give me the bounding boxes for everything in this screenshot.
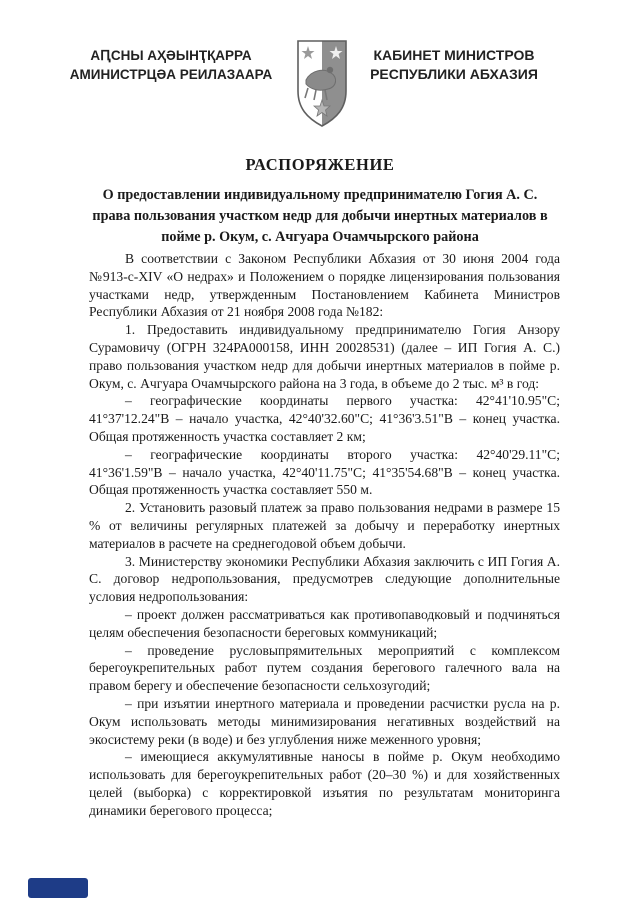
blue-marker (28, 878, 88, 898)
paragraph-condition-4: – имеющиеся аккумулятивные наносы в пойме р. Окум необходимо использовать для берегоукрепительных работ (20–30 %) и для хозяйственных целей (выборка) с корректировкой изъятия по результатам мониторинга динамики берегового процесса; (89, 749, 560, 818)
header-left-line2: АМИНИСТРЦӘА РЕИЛАЗААРА (69, 67, 273, 82)
paragraph-condition-3: – при изъятии инертного материала и проведении расчистки русла на р. Окум использовать методы минимизирования негативных воздействий на экосистему реки (в воде) и без углубления ниже меженного уровня; (89, 695, 560, 747)
document-title: РАСПОРЯЖЕНИЕ (245, 155, 395, 174)
header-right-block (364, 46, 544, 84)
header-right-line1: КАБИНЕТ МИНИСТРОВ (373, 47, 535, 63)
paragraph-condition-1: – проект должен рассматриваться как противопаводковый и подчиняться целям обеспечения безопасности береговых коммуникаций; (89, 606, 560, 640)
paragraph-coords-second: – географические координаты второго участка: 42°40'29.11"С; 41°36'1.59"В – начало участка, 42°40'11.75"С; 41°35'54.68"В – конец участка. Общая протяженность участка составляет 550 м. (89, 446, 560, 498)
document-subtitle: О предоставлении индивидуальному предпринимателю Гогия А. С. права пользования участком недр для добычи инертных материалов в пойме р. Окум, с. Ачгуара Очамчырского района (92, 187, 548, 245)
header-right-line2: РЕСПУБЛИКИ АБХАЗИЯ (370, 66, 538, 82)
paragraph-item-2: 2. Установить разовый платеж за право пользования недрами в размере 15 % от величины регулярных платежей за добычу и переработку инертных материалов в расчете на среднегодовой объем добычи. (89, 500, 560, 551)
paragraph-preamble: В соответствии с Законом Республики Абхазия от 30 июня 2004 года №913-с-XIV «О недрах» и Положением о порядке лицензирования пользования участками недр, утвержденным Постановлением Кабинета Министров Республики Абхазия от 21 ноября 2008 года №182: (89, 251, 560, 320)
header-left-line1: АԤСНЫ АҲӘЫНҬҚАРРА (90, 48, 252, 63)
document-body (89, 250, 560, 820)
abkhazia-coat-of-arms-icon (294, 38, 350, 129)
paragraph-coords-first: – географические координаты первого участка: 42°41'10.95"С; 41°37'12.24"В – начало участка, 42°40'32.60"С; 41°36'3.51"В – конец участка. Общая протяженность участка составляет 2 км; (89, 393, 560, 444)
paragraph-item-1: 1. Предоставить индивидуальному предпринимателю Гогия Анзору Сурамовичу (ОГРН 324РА000158, ИНН 20028531) (далее – ИП Гогия А. С.) право пользования участком недр для добычи инертных материалов в пойме р. Окум, с. Ачгуара Очамчырского района на 3 года, в объеме до 2 тыс. м³ в год: (89, 322, 560, 391)
paragraph-condition-2: – проведение русловыпрямительных мероприятий с комплексом берегоукрепительных работ путем создания берегового галечного вала на правом берегу и обеспечение безопасности сельхозугодий; (89, 642, 560, 694)
paragraph-item-3: 3. Министерству экономики Республики Абхазия заключить с ИП Гогия А. С. договор недропользования, предусмотрев следующие дополнительные условия недропользования: (89, 553, 560, 605)
header-left-block (54, 46, 288, 84)
